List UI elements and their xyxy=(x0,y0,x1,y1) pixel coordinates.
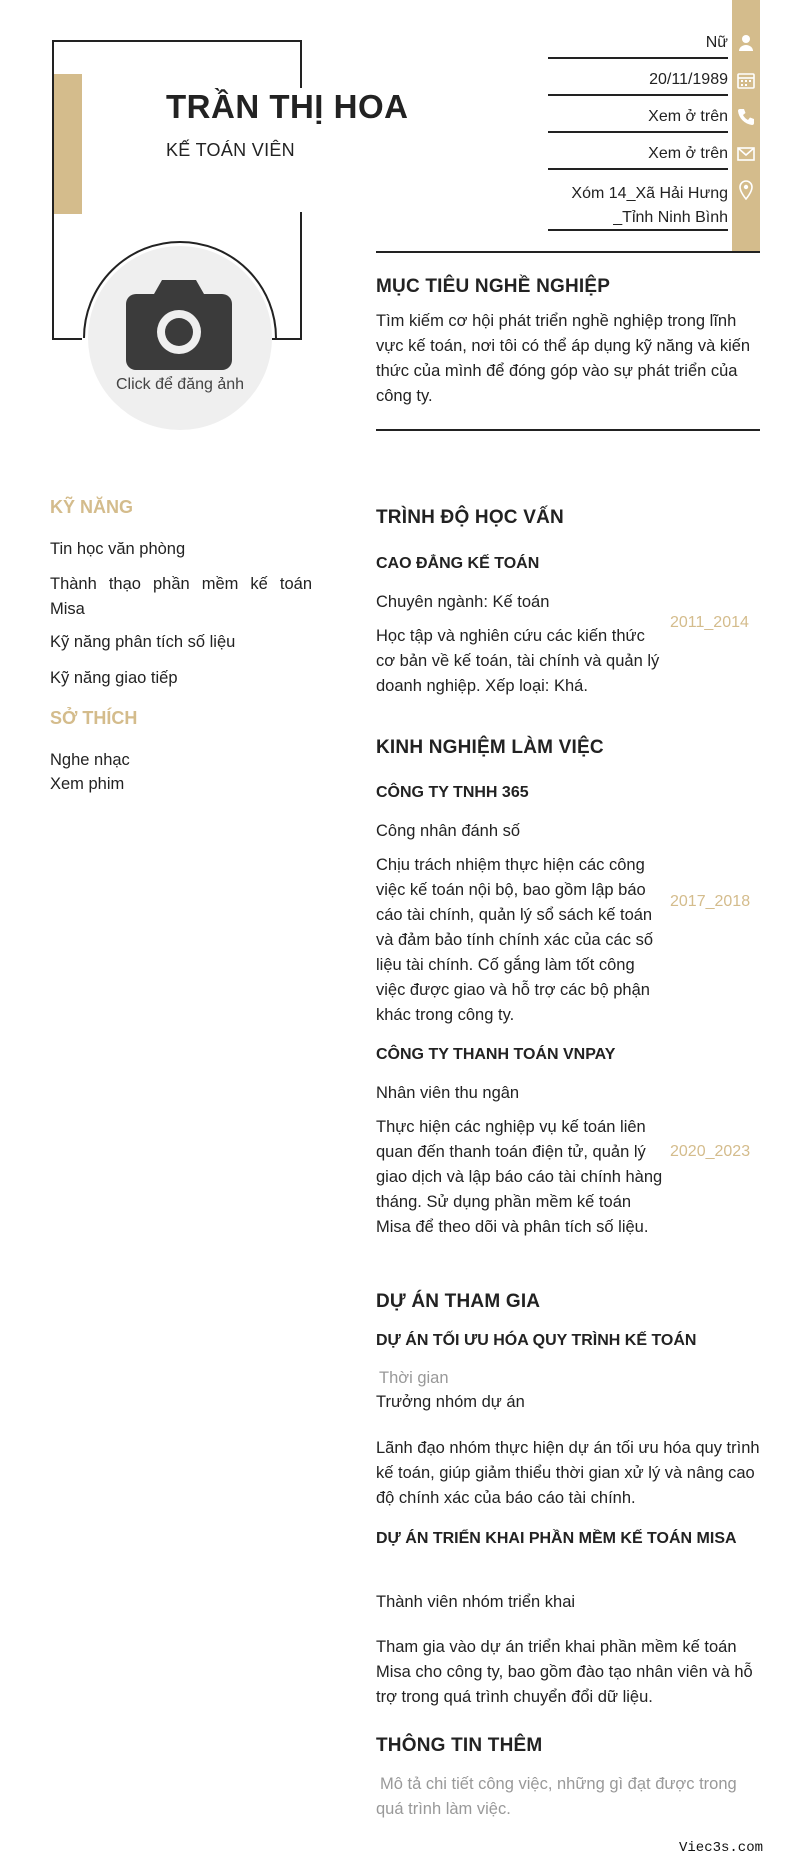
address-line-1: Xóm 14_Xã Hải Hưng xyxy=(571,185,728,202)
job-period[interactable]: 2020_2023 xyxy=(670,1143,751,1160)
hobby-item[interactable]: Nghe nhạc xyxy=(50,751,130,769)
project-role[interactable]: Trưởng nhóm dự án xyxy=(376,1393,525,1411)
projects-title: DỰ ÁN THAM GIA xyxy=(376,1291,541,1312)
objective-text[interactable]: Tìm kiếm cơ hội phát triển nghề nghiệp trong lĩnh vực kế toán, nơi tôi có thể áp dụng kỹ năng và kiến thức của mình để đóng góp vào sự phát triển của công ty. xyxy=(376,312,751,405)
education-major[interactable]: Chuyên ngành: Kế toán xyxy=(376,593,550,611)
experience-title: KINH NGHIỆM LÀM VIỆC xyxy=(376,737,604,758)
skill-item[interactable]: Kỹ năng phân tích số liệu xyxy=(50,633,236,651)
project-name[interactable]: DỰ ÁN TỐI ƯU HÓA QUY TRÌNH KẾ TOÁN xyxy=(376,1332,697,1349)
mail-icon xyxy=(736,144,756,164)
contact-address[interactable] xyxy=(571,182,728,230)
contact-email[interactable]: Xem ở trên xyxy=(648,145,728,162)
contact-divider xyxy=(548,94,728,96)
education-description[interactable]: Học tập và nghiên cứu các kiến thức cơ bản về kế toán, tài chính và quản lý doanh nghiệp. Xếp loại: Khá. xyxy=(376,627,660,695)
accent-bar xyxy=(54,74,82,214)
contact-divider xyxy=(548,168,728,170)
contact-divider xyxy=(548,57,728,59)
job-description[interactable]: Thực hiện các nghiệp vụ kế toán liên quan đến thanh toán điện tử, quản lý giao dịch và lập báo cáo tài chính hàng tháng. Sử dụng phần mềm kế toán Misa để theo dõi và phân tích số liệu. xyxy=(376,1118,663,1236)
additional-title: THÔNG TIN THÊM xyxy=(376,1735,543,1756)
job-period[interactable]: 2017_2018 xyxy=(670,893,751,910)
location-pin-icon xyxy=(736,180,756,200)
candidate-name[interactable]: TRẦN THỊ HOA xyxy=(166,88,409,125)
watermark: Viec3s.com xyxy=(678,1840,763,1856)
hobby-item[interactable]: Xem phim xyxy=(50,775,125,793)
project-role[interactable]: Thành viên nhóm triển khai xyxy=(376,1593,576,1611)
job-description[interactable]: Chịu trách nhiệm thực hiện các công việc kế toán nội bộ, bao gồm lập báo cáo tài chính, quản lý sổ sách kế toán và đảm bảo tính chính xác của các số liệu tài chính. Cố gắng làm tốt công việc được giao và hỗ trợ các bộ phận khác trong công ty. xyxy=(376,856,653,1024)
contact-gender[interactable]: Nữ xyxy=(705,34,728,51)
job-title[interactable]: KẾ TOÁN VIÊN xyxy=(166,140,295,160)
contact-birthday[interactable]: 20/11/1989 xyxy=(649,71,728,88)
project-name[interactable]: DỰ ÁN TRIỂN KHAI PHẦN MỀM KẾ TOÁN MISA xyxy=(376,1530,737,1547)
header-frame-top xyxy=(52,40,302,42)
objective-rule-top xyxy=(376,251,760,253)
person-icon xyxy=(736,33,756,53)
skill-item[interactable]: Kỹ năng giao tiếp xyxy=(50,669,178,687)
skill-item[interactable]: Tin học văn phòng xyxy=(50,540,186,558)
contact-divider xyxy=(548,131,728,133)
education-period[interactable]: 2011_2014 xyxy=(670,614,749,631)
job-position[interactable]: Nhân viên thu ngân xyxy=(376,1084,520,1102)
contact-divider xyxy=(548,229,728,231)
additional-placeholder[interactable]: Mô tả chi tiết công việc, những gì đạt được trong quá trình làm việc. xyxy=(376,1775,737,1818)
job-company[interactable]: CÔNG TY THANH TOÁN VNPAY xyxy=(376,1046,616,1063)
calendar-icon xyxy=(736,70,756,90)
job-company[interactable]: CÔNG TY TNHH 365 xyxy=(376,784,529,801)
camera-icon[interactable] xyxy=(124,276,234,372)
phone-icon xyxy=(736,107,756,127)
avatar-caption[interactable]: Click để đăng ảnh xyxy=(115,376,245,393)
job-position[interactable]: Công nhân đánh số xyxy=(376,822,521,840)
education-title: TRÌNH ĐỘ HỌC VẤN xyxy=(376,507,564,528)
hobbies-title: SỞ THÍCH xyxy=(50,708,138,728)
skills-title: KỸ NĂNG xyxy=(50,497,134,517)
skill-item[interactable]: Thành thạo phần mềm kế toán Misa xyxy=(50,575,312,618)
project-time-placeholder[interactable]: Thời gian xyxy=(379,1369,449,1387)
address-line-2: _Tỉnh Ninh Bình xyxy=(613,209,728,226)
project-description[interactable]: Tham gia vào dự án triển khai phần mềm kế toán Misa cho công ty, bao gồm đào tạo nhân viên và hỗ trợ trong quá trình chuyển đổi dữ liệu. xyxy=(376,1638,753,1706)
project-description[interactable]: Lãnh đạo nhóm thực hiện dự án tối ưu hóa quy trình kế toán, giúp giảm thiểu thời gian xử lý và nâng cao độ chính xác của báo cáo tài chính. xyxy=(376,1439,760,1507)
objective-title: MỤC TIÊU NGHỀ NGHIỆP xyxy=(376,276,611,297)
education-school[interactable]: CAO ĐẲNG KẾ TOÁN xyxy=(376,555,540,572)
contact-phone[interactable]: Xem ở trên xyxy=(648,108,728,125)
header-frame-right-bottom xyxy=(300,212,302,340)
header-frame-bottom-left xyxy=(52,338,82,340)
header-frame-right-top xyxy=(300,40,302,88)
objective-rule-bottom xyxy=(376,429,760,431)
